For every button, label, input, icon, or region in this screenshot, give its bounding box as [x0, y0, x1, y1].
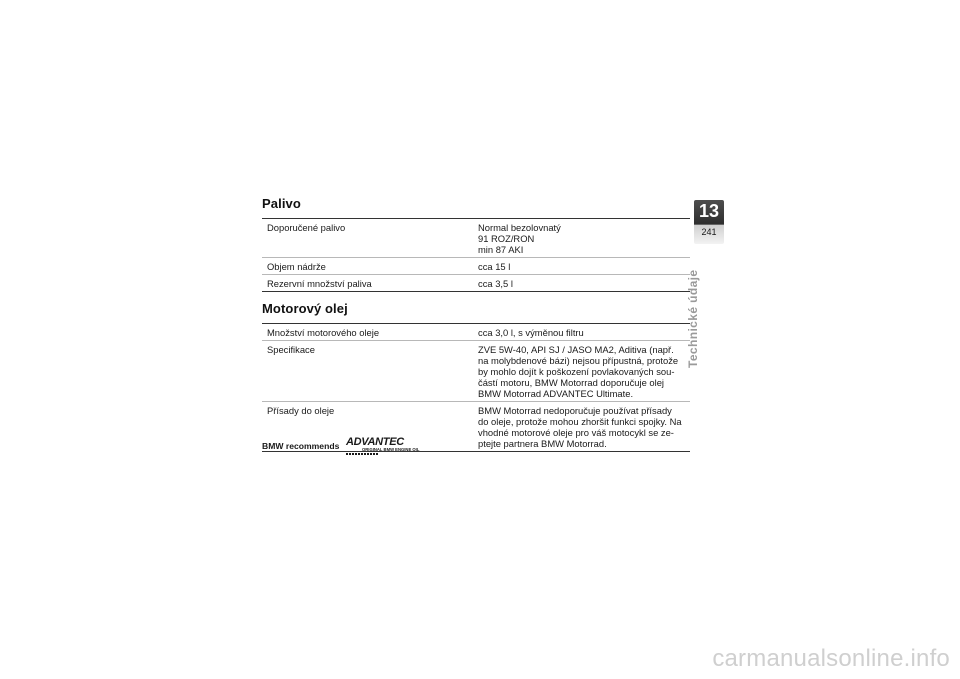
row-value: Normal bezolovnatý 91 ROZ/RON min 87 AKI — [478, 222, 561, 255]
advantec-logo-text: ADVANTEC — [346, 436, 404, 448]
row-label: Přísady do oleje — [267, 405, 335, 416]
row-label: Množství motorového oleje — [267, 327, 380, 338]
recommends-label: BMW recommends — [262, 441, 340, 451]
advantec-stripe — [346, 453, 378, 455]
table-row — [262, 275, 690, 292]
section-title-fuel: Palivo — [262, 196, 301, 211]
advantec-logo-subtitle: ORIGINAL BMW ENGINE OIL — [362, 447, 420, 452]
fuel-spec-table — [262, 218, 690, 292]
row-value: ZVE 5W-40, API SJ / JASO MA2, Aditiva (např. na molybdenové bázi) nejsou přípustná, protože by mohlo dojít k poškození povlakovaných sou- částí motoru, BMW Motorrad doporučuje olej BMW Motorrad ADVANTEC Ultimate. — [478, 344, 679, 399]
row-value: cca 3,5 l — [478, 278, 513, 289]
watermark: carmanualsonline.info — [712, 645, 950, 672]
advantec-logo — [346, 436, 426, 456]
row-value: cca 15 l — [478, 261, 511, 272]
table-row — [262, 258, 690, 275]
chapter-side-title: Technické údaje — [686, 269, 700, 368]
row-value: BMW Motorrad nedoporučuje používat přísady do oleje, protože mohou zhoršit funkci spojky. Na vhodné motorové oleje pro váš motocykl se ze- ptejte partnera BMW Motorrad. — [478, 405, 682, 449]
row-label: Rezervní množství paliva — [267, 278, 372, 289]
row-label: Objem nádrže — [267, 261, 326, 272]
table-row — [262, 341, 690, 402]
chapter-number: 13 — [698, 201, 720, 221]
row-label: Specifikace — [267, 344, 315, 355]
page-number: 241 — [701, 227, 717, 237]
chapter-tab — [694, 200, 724, 244]
table-row — [262, 219, 690, 258]
section-title-engine-oil: Motorový olej — [262, 301, 348, 316]
row-value: cca 3,0 l, s výměnou filtru — [478, 327, 584, 338]
row-label: Doporučené palivo — [267, 222, 346, 233]
table-row — [262, 324, 690, 341]
spec-content — [262, 196, 690, 461]
engine-oil-spec-table — [262, 323, 690, 452]
